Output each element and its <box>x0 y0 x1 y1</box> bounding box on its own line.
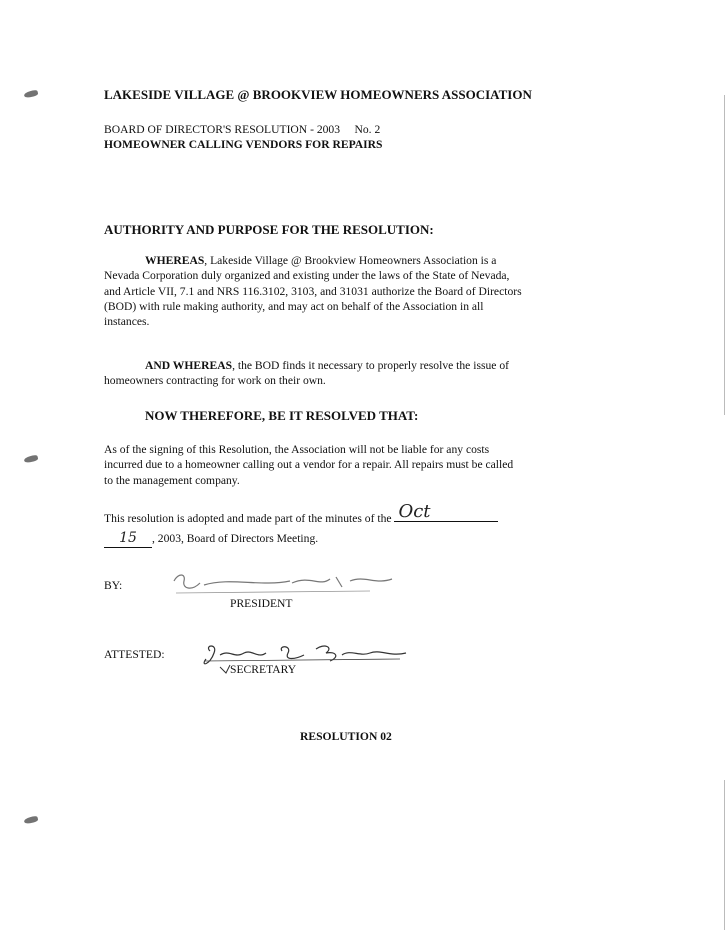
adoption-line <box>104 501 624 526</box>
whereas-text: , Lakeside Village @ Brookview Homeowners Association is a <box>204 254 497 267</box>
resolution-footer-label: RESOLUTION 02 <box>300 730 392 743</box>
resolved-line: incurred due to a homeowner calling out a vendor for a repair. All repairs must be called <box>104 458 514 472</box>
and-whereas-lead: AND WHEREAS <box>145 359 233 372</box>
resolved-paragraph <box>104 442 624 488</box>
authority-heading: AUTHORITY AND PURPOSE FOR THE RESOLUTION: <box>104 222 434 237</box>
punch-hole-mark <box>23 89 38 98</box>
punch-hole-mark <box>23 454 38 463</box>
adoption-text-after: , 2003, Board of Directors Meeting. <box>152 532 319 546</box>
resolved-line: As of the signing of this Resolution, the Association will not be liable for any costs <box>104 443 490 456</box>
resolved-heading: NOW THEREFORE, BE IT RESOLVED THAT: <box>145 408 419 423</box>
adoption-paragraph <box>104 501 624 548</box>
punch-hole-mark <box>23 815 38 824</box>
and-whereas-paragraph <box>104 358 614 389</box>
scan-edge-line <box>724 95 725 415</box>
attested-label: ATTESTED: <box>104 648 165 661</box>
by-label: BY: <box>104 579 123 592</box>
resolved-line: to the management company. <box>104 473 240 487</box>
and-whereas-line <box>104 358 614 373</box>
adoption-text: This resolution is adopted and made part of the minutes of the <box>104 512 392 525</box>
and-whereas-line: homeowners contracting for work on their own. <box>104 374 326 388</box>
scan-edge-line <box>724 780 725 930</box>
and-whereas-text: , the BOD finds it necessary to properly resolve the issue of <box>232 359 509 372</box>
whereas-line: instances. <box>104 315 150 329</box>
resolution-number-line: BOARD OF DIRECTOR'S RESOLUTION - 2003 No. 2 <box>104 123 381 136</box>
meeting-month-blank <box>394 501 498 522</box>
meeting-day-handwritten: 15 <box>104 531 152 547</box>
whereas-line <box>104 253 614 268</box>
whereas-line: (BOD) with rule making authority, and may act on behalf of the Association in all <box>104 299 484 313</box>
adoption-line <box>104 531 624 547</box>
resolution-subject: HOMEOWNER CALLING VENDORS FOR REPAIRS <box>104 138 383 151</box>
president-signature <box>170 567 400 599</box>
meeting-month-handwritten: Oct <box>398 501 431 522</box>
organization-title: LAKESIDE VILLAGE @ BROOKVIEW HOMEOWNERS ASSOCIATION <box>104 87 532 102</box>
secretary-title: SECRETARY <box>230 663 297 676</box>
whereas-paragraph <box>104 253 614 329</box>
whereas-line: Nevada Corporation duly organized and existing under the laws of the State of Nevada, <box>104 269 510 283</box>
whereas-lead: WHEREAS <box>145 254 205 267</box>
whereas-line: and Article VII, 7.1 and NRS 116.3102, 3103, and 31031 authorize the Board of Directors <box>104 284 522 298</box>
president-title: PRESIDENT <box>230 597 293 610</box>
